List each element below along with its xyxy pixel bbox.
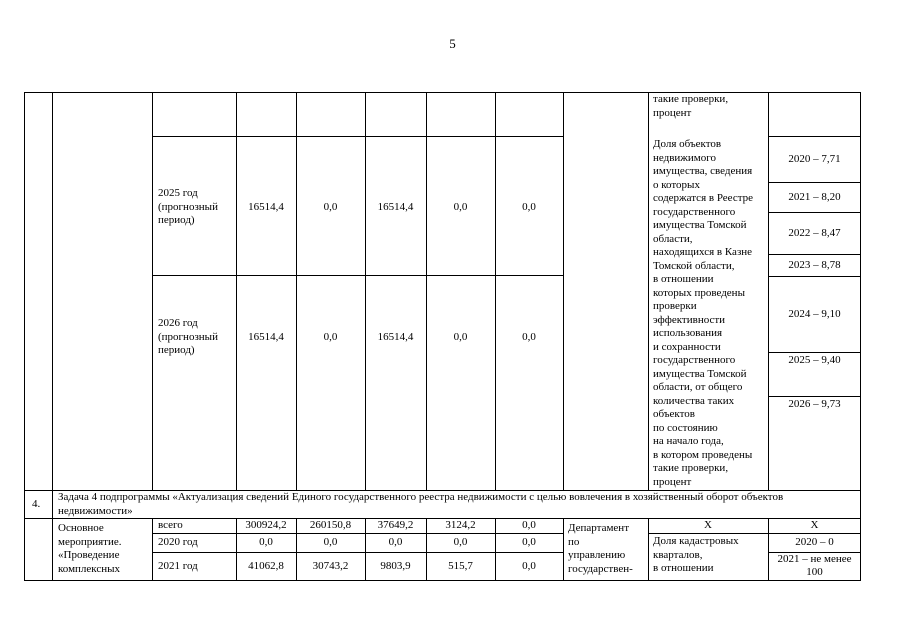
value-cell: 0,0 xyxy=(522,519,536,531)
x-mark: Х xyxy=(810,519,819,531)
row-label: 2020 год xyxy=(158,536,198,548)
grid-line xyxy=(768,396,861,397)
target-value: 2024 – 9,10 xyxy=(788,308,841,320)
value-cell: 0,0 xyxy=(323,201,338,213)
x-mark: Х xyxy=(704,519,712,531)
value-cell: 0,0 xyxy=(388,536,403,548)
value-cell: 0,0 xyxy=(453,201,468,213)
value-cell: 0,0 xyxy=(453,331,468,343)
grid-line xyxy=(52,490,53,518)
year-label: 2025 год (прогнозный период) xyxy=(158,187,218,226)
indicator-top-text: такие проверки, процент xyxy=(653,93,729,119)
grid-line xyxy=(426,92,427,490)
grid-line xyxy=(236,92,237,490)
value-cell: 0,0 xyxy=(323,536,338,548)
value-cell: 16514,4 xyxy=(248,331,284,343)
page-number: 5 xyxy=(449,36,456,51)
value-cell: 0,0 xyxy=(453,536,468,548)
grid-line xyxy=(52,92,53,490)
measure-text: Основное мероприятие. «Проведение комплексных xyxy=(58,522,122,575)
grid-line xyxy=(152,92,153,490)
grid-line xyxy=(768,352,861,353)
indicator-text: Доля объектов недвижимого имущества, сведения о которых содержатся в Реестре государственного имущества Томской области, находящихся в Казне Томской области, в отношении которых проведены проверки эффективности использования и сохранности государственного имущества Томской области, от общего количества таких объектов по состоянию на начало года, в котором проведены такие проверки, процент xyxy=(653,138,754,488)
value-cell: 30743,2 xyxy=(312,560,349,572)
value-cell: 260150,8 xyxy=(309,519,352,531)
value-cell: 16514,4 xyxy=(377,201,414,213)
value-cell: 0,0 xyxy=(259,536,273,548)
executor-text: Департамент по управлению государствен- xyxy=(568,522,633,575)
target-value: 2020 – 0 xyxy=(795,536,834,548)
target-value: 2022 – 8,47 xyxy=(788,227,841,239)
value-cell: 37649,2 xyxy=(377,519,414,531)
value-cell: 0,0 xyxy=(522,536,536,548)
grid-line xyxy=(296,92,297,490)
value-cell: 41062,8 xyxy=(248,560,284,572)
target-value: 2025 – 9,40 xyxy=(788,354,841,366)
value-cell: 0,0 xyxy=(522,201,536,213)
value-cell: 0,0 xyxy=(522,331,536,343)
task-number: 4. xyxy=(32,498,41,510)
target-value: 2021 – 8,20 xyxy=(788,191,841,203)
target-value: 2020 – 7,71 xyxy=(788,153,841,165)
target-value: 2026 – 9,73 xyxy=(788,398,841,410)
grid-line xyxy=(563,518,564,581)
grid-line xyxy=(768,136,861,137)
grid-line xyxy=(152,518,153,581)
bottom-indicator-text: Доля кадастровых кварталов, в отношении xyxy=(653,535,739,574)
value-cell: 3124,2 xyxy=(445,519,476,531)
value-cell: 515,7 xyxy=(448,560,473,572)
grid-line xyxy=(152,552,563,553)
grid-line xyxy=(52,518,53,581)
value-cell: 0,0 xyxy=(323,331,338,343)
task-text: Задача 4 подпрограммы «Актуализация сведений Единого государственного реестра недвижимости с целью вовлечения в хозяйственный оборот объектов недвижимости» xyxy=(58,491,784,517)
value-cell: 9803,9 xyxy=(380,560,411,572)
value-cell: 16514,4 xyxy=(248,201,284,213)
grid-line xyxy=(152,533,563,534)
grid-line xyxy=(563,92,564,490)
target-value: 2021 – не менее 100 xyxy=(777,553,852,578)
grid-line xyxy=(768,276,861,277)
value-cell: 300924,2 xyxy=(245,519,287,531)
grid-line xyxy=(495,92,496,490)
year-label: 2026 год (прогнозный период) xyxy=(158,317,218,356)
grid-line xyxy=(152,275,563,276)
row-label: всего xyxy=(158,519,183,531)
grid-line xyxy=(648,92,649,490)
grid-line xyxy=(768,182,861,183)
grid-line xyxy=(768,254,861,255)
value-cell: 16514,4 xyxy=(377,331,414,343)
value-cell: 0,0 xyxy=(522,560,536,572)
grid-line xyxy=(768,92,769,490)
grid-line xyxy=(152,136,563,137)
grid-line xyxy=(648,533,861,534)
grid-line xyxy=(365,92,366,490)
target-value: 2023 – 8,78 xyxy=(788,259,841,271)
grid-line xyxy=(768,212,861,213)
row-label: 2021 год xyxy=(158,560,198,572)
